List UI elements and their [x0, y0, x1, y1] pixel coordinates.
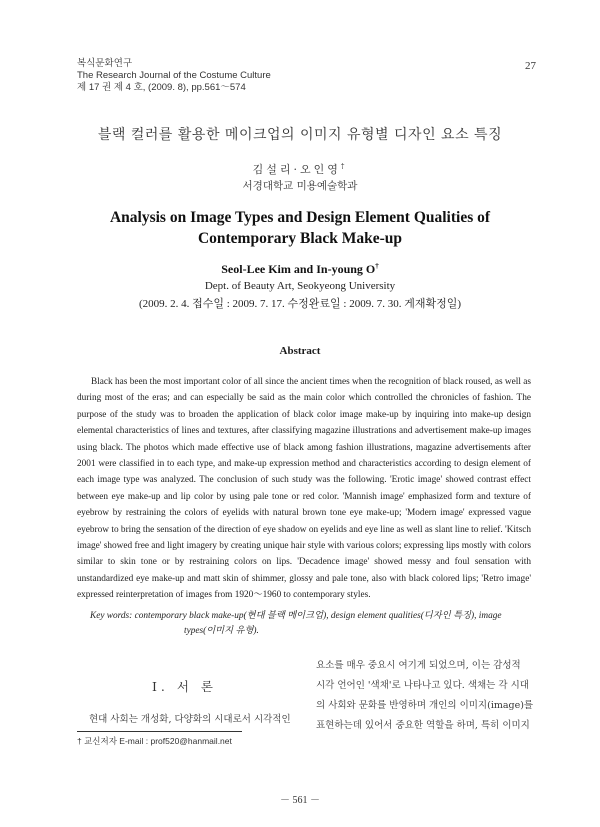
authors-english-names: Seol-Lee Kim and In-young O: [221, 262, 376, 276]
footnote-corresponding-author: † 교신저자 E-mail : prof520@hanmail.net: [77, 736, 232, 746]
journal-volume: 제 17 권 제 4 호, (2009. 8), pp.561～574: [77, 82, 246, 93]
corresponding-mark-en: †: [375, 262, 379, 270]
page-folio: － 561 －: [280, 795, 320, 806]
authors-korean-names: 김설리·오인영: [252, 163, 341, 176]
body-text-right-column: [316, 656, 534, 736]
title-english: [0, 207, 600, 249]
right-column-line: 요소를 매우 중요시 여기게 되었으며, 이는 감성적: [316, 660, 521, 671]
keywords: [90, 609, 532, 639]
journal-name-english: The Research Journal of the Costume Culture: [77, 70, 271, 81]
submission-dates: (2009. 2. 4. 접수일 : 2009. 7. 17. 수정완료일 : 2009. 7. 30. 게재확정일): [138, 298, 462, 310]
right-column-line: 표현하는데 있어서 중요한 역할을 하며, 특히 이미지: [316, 720, 530, 731]
section-title-introduction: Ⅰ. 서 론: [151, 679, 217, 694]
journal-name-korean: 복식문화연구: [77, 58, 133, 69]
body-text-left-column: 현대 사회는 개성화, 다양화의 시대로서 시각적인: [89, 714, 291, 725]
title-english-line-1: Analysis on Image Types and Design Element Qualities of: [109, 209, 491, 226]
right-column-line: 시각 언어인 '색채'로 나타나고 있다. 색채는 각 시대: [316, 680, 529, 691]
journal-header: [77, 58, 271, 94]
authors-english: [0, 262, 600, 277]
corresponding-mark: †: [340, 162, 348, 171]
keywords-line-1: Key words: contemporary black make-up(현대 블랙 메이크업), design element qualities(디자인 특징), image: [90, 611, 502, 621]
authors-korean: [0, 161, 600, 177]
page-number: 27: [525, 60, 536, 72]
affiliation-english: Dept. of Beauty Art, Seokyeong University: [204, 280, 396, 292]
footnote-divider: [77, 731, 242, 732]
right-column-line: 의 사회와 문화를 반영하며 개인의 이미지(image)를: [316, 700, 534, 711]
title-korean: 블랙 컬러를 활용한 메이크업의 이미지 유형별 디자인 요소 특징: [97, 127, 503, 143]
abstract-heading: Abstract: [279, 345, 321, 357]
abstract-body: Black has been the most important color of all since the ancient times when the recognition of black roused, as well as during most of the eras; and can especially be said as the main color which controlled the chronicles of fashion. The purpose of the study was to broaden the application of black color image make-up by inquiring into make-up design elemental characteristics of lines and textures, after classifying magazine illustrations and advertisement make-up images using black. The photos which made effective use of black among fashion illustrations, magazine advertisements after 2001 were classified in to each type, and make-up expression method and characteristics according to design element of each image type was analyzed. The conclusion of such study was the following. 'Erotic image' showed contrast effect between eye make-up and lip color by using pale tone or red color. 'Mannish image' emphasized form and texture of eyebrow by restraining the colors of eyelids with natural brown tone eye make-up; 'Modern image' expressed vague eyebrow to bring the sensation of the direction of eye shadow on eyelids and eye line as well as slant line to relief. 'Kitsch image' showed free and light imagery by creating unique hair style with various colors; expressing lips mostly with colors similar to skin tone or by restraining colors on lips. 'Decadence image' showed messy and foul sensation with unstandardized eye make-up and matt skin of shimmer, glossy and pale tone, also with black colored lips; 'Retro image' expressed reinterpretation of images from 1920～1960 to contemporary styles.: [77, 377, 531, 601]
title-english-line-2: Contemporary Black Make-up: [197, 230, 403, 247]
affiliation-korean: 서경대학교 미용예술학과: [242, 180, 358, 192]
keywords-line-2: types(이미지 유형).: [184, 626, 259, 636]
